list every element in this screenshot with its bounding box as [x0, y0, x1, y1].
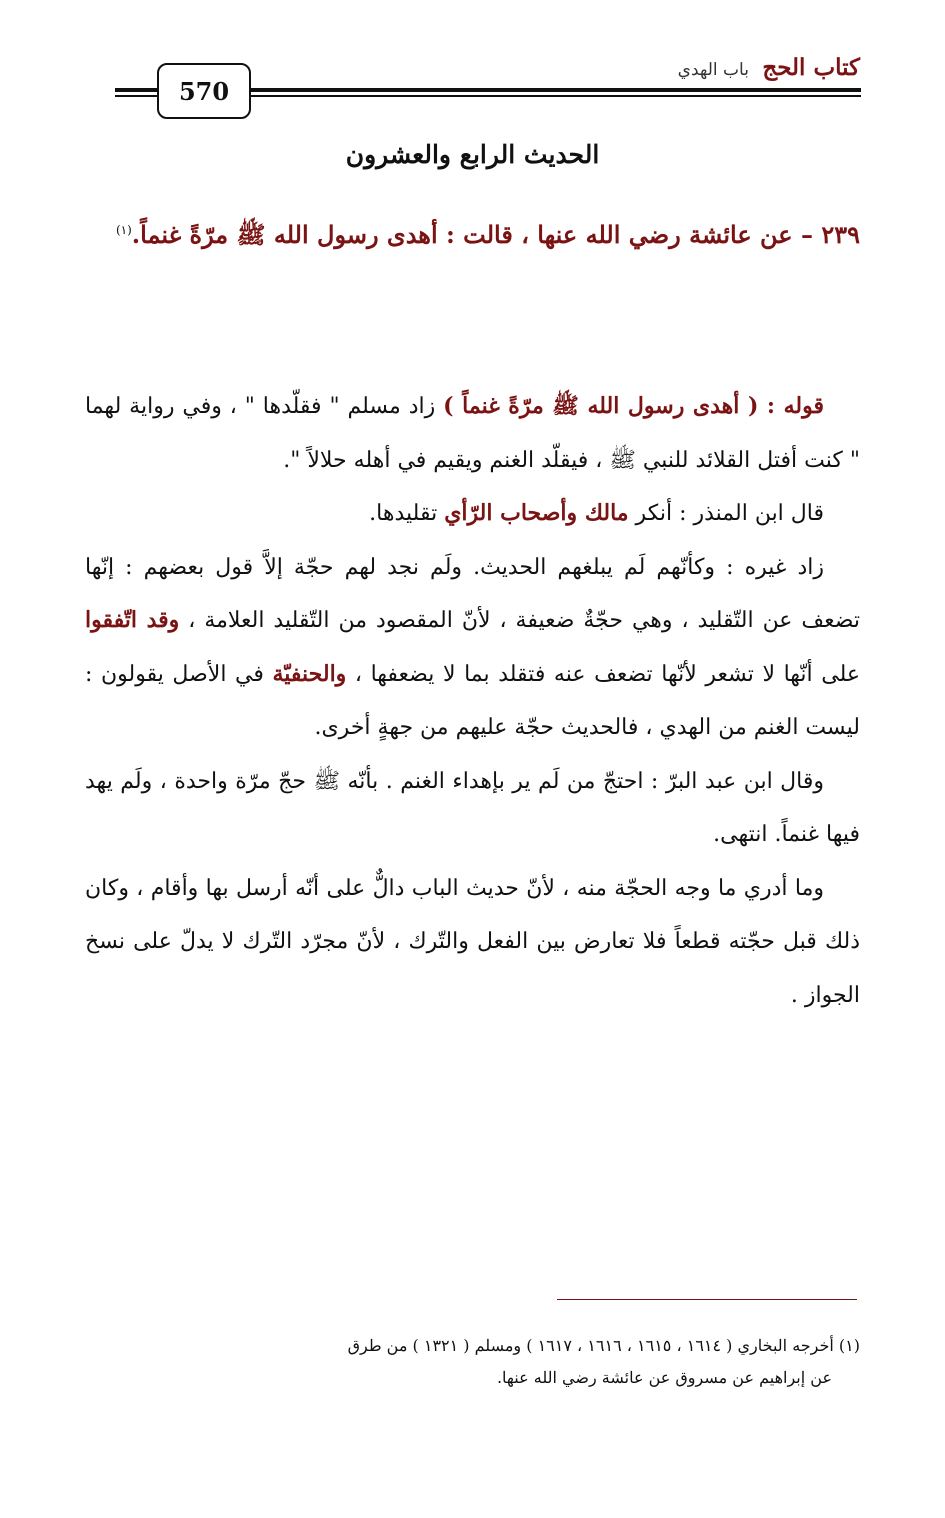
- highlighted-term: والحنفيّة: [272, 660, 347, 687]
- paragraph-text: زاد مسلم " فقلّدها " ، وفي رواية لهما " كنت أفتل القلائد للنبي ﷺ ، فيقلّد الغنم ويقيم في أهله حلالاً ".: [85, 394, 860, 473]
- commentary: [85, 380, 860, 1022]
- section-title: الحديث الرابع والعشرون: [345, 140, 600, 169]
- highlighted-term: مالك وأصحاب الرّأي: [444, 500, 629, 526]
- paragraph-text: قال ابن المنذر : أنكر: [628, 501, 824, 526]
- footnote-marker: (١): [115, 223, 132, 237]
- page-number: 570: [157, 63, 251, 119]
- paragraph-text: زاد غيره : وكأنّهم لَم يبلغهم الحديث. ولَم نجد لهم حجّة إلاَّ قول بعضهم : إنّها تضعف عن التّقليد ، وهي حجّةٌ ضعيفة ، لأنّ المقصود من التّقليد العلامة ،: [85, 554, 860, 633]
- paragraph-text: في الأصل يقولون : ليست الغنم من الهدي ، فالحديث حجّة عليهم من جهةٍ أخرى.: [85, 661, 860, 740]
- quoted-text: قوله : ( أهدى رسول الله ﷺ مرّةً غنماً ): [443, 393, 825, 419]
- book-title: كتاب الحج: [762, 54, 860, 81]
- paragraph-3: [85, 541, 860, 755]
- paragraph-4: وقال ابن عبد البرّ : احتجّ من لَم ير بإهداء الغنم . بأنّه ﷺ حجّ مرّة واحدة ، ولَم يهد فيها غنماً. انتهى.: [85, 768, 860, 847]
- paragraph-5: وما أدري ما وجه الحجّة منه ، لأنّ حديث الباب دالٌّ على أنّه أرسل بها وأقام ، وكان ذلك قبل حجّته قطعاً فلا تعارض بين الفعل والتّرك ، لأنّ مجرّد التّرك لا يدلّ على نسخ الجواز .: [85, 875, 860, 1008]
- footnote-line: عن إبراهيم عن مسروق عن عائشة رضي الله عنها.: [496, 1368, 832, 1387]
- paragraph-2: [85, 487, 860, 541]
- footnote-separator: [557, 1299, 857, 1300]
- paragraph-text: تقليدها.: [369, 501, 445, 526]
- paragraph-1: [85, 380, 860, 487]
- highlighted-term: وقد اتّفقوا: [85, 607, 180, 633]
- running-head: [678, 54, 860, 81]
- paragraph-text: على أنّها لا تشعر لأنّها تضعف عنه فتقلد بما لا يضعفها ،: [346, 661, 860, 687]
- hadith-body: ٢٣٩ – عن عائشة رضي الله عنها ، قالت : أهدى رسول الله ﷺ مرّةً غنماً.: [131, 220, 860, 249]
- chapter-title: باب الهدي: [677, 60, 749, 80]
- footnote-line: (١) أخرجه البخاري ( ١٦١٤ ، ١٦١٥ ، ١٦١٦ ، ١٦١٧ ) ومسلم ( ١٣٢١ ) من طرق: [347, 1336, 860, 1355]
- footnote: [85, 1330, 860, 1394]
- hadith-text: [85, 200, 860, 265]
